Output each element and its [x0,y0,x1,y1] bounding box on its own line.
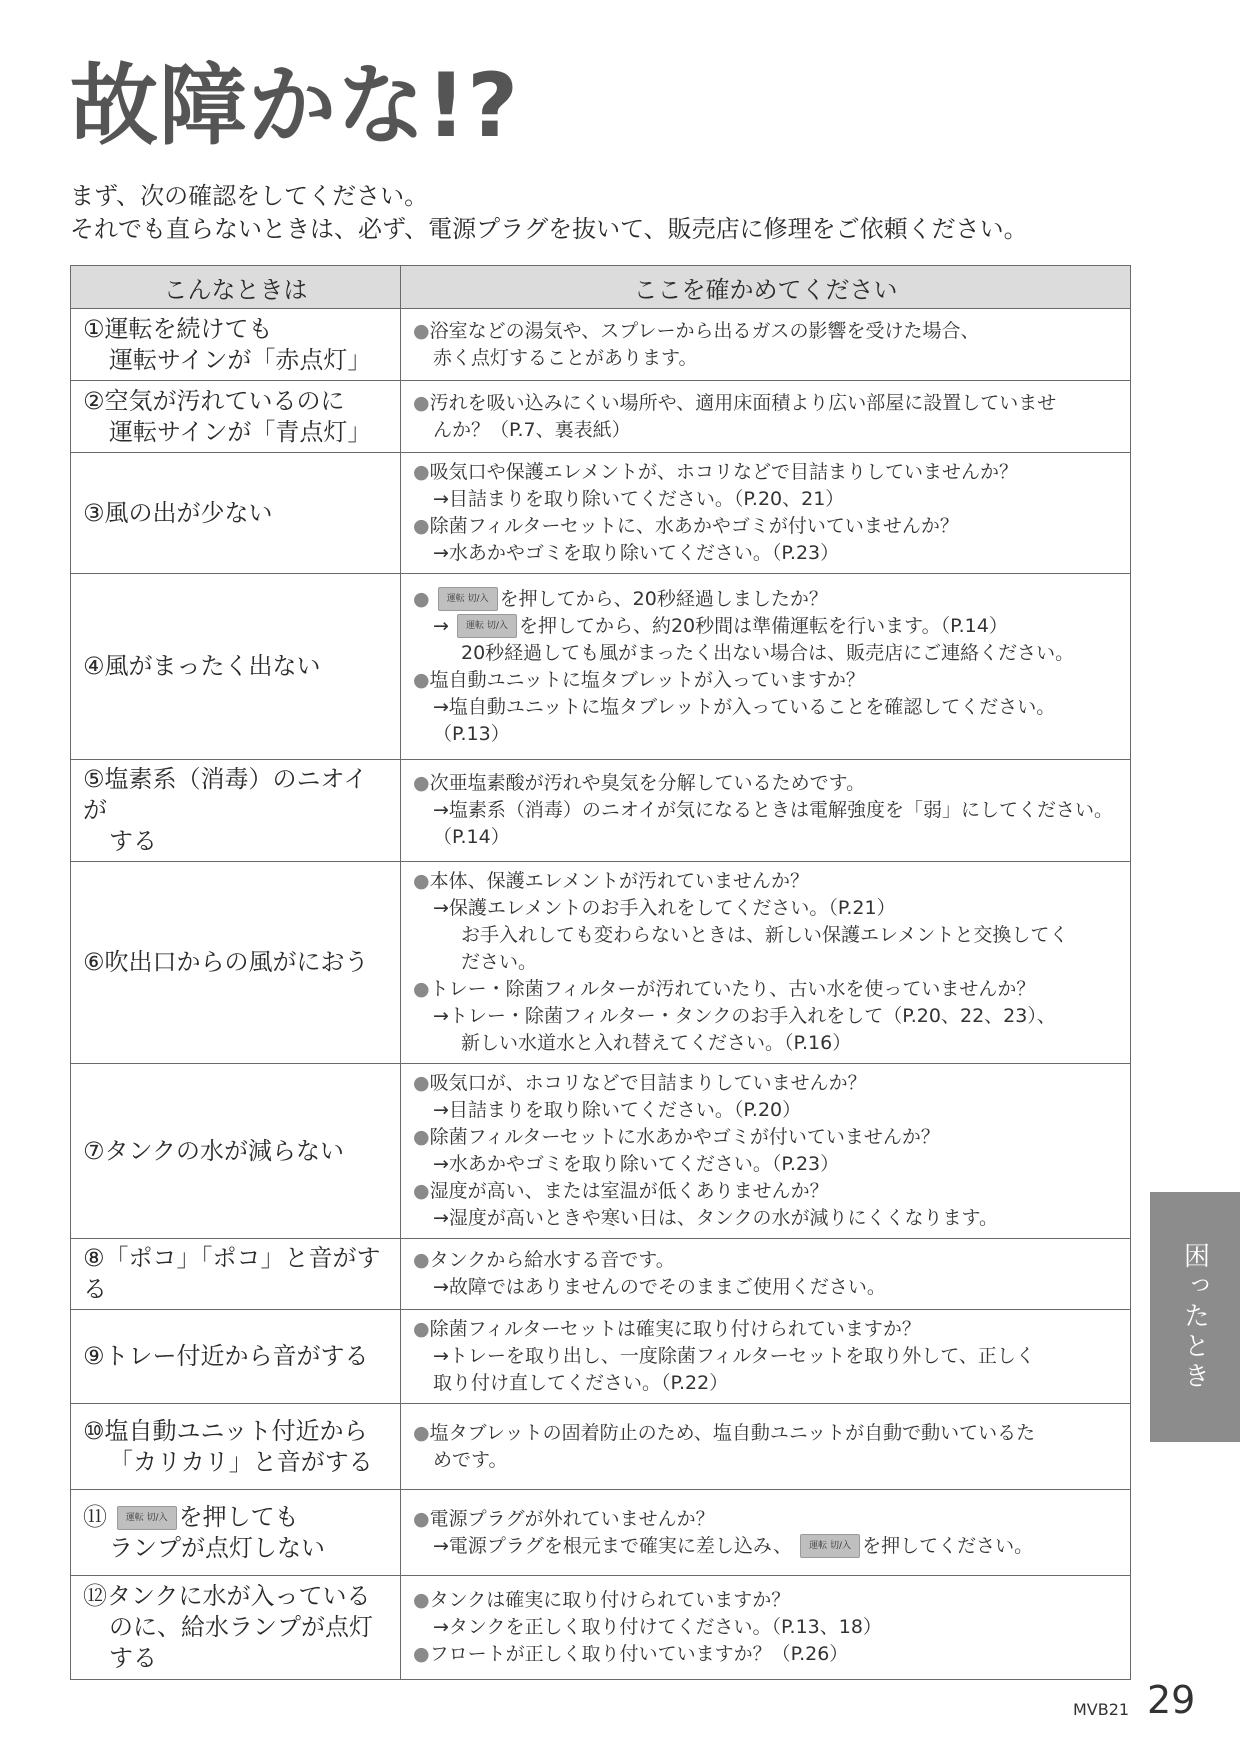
table-row [71,1310,1131,1404]
table-header-row [71,266,1131,309]
check-line: 赤く点灯することがあります。 [433,346,698,369]
symptom-line: ②空気が汚れているのに [83,386,345,415]
symptom-line: ⑪ [83,1502,107,1531]
check-line: 塩タブレットの固着防止のため、塩自動ユニットが自動で動いているた [429,1421,1036,1444]
check-line: →トレー・除菌フィルター・タンクのお手入れをして（P.20、22、23）、 [433,1005,1056,1027]
operation-button-icon: 運転 切/入 [800,1534,860,1558]
symptom-line: 運転サインが「赤点灯」 [109,345,372,374]
check-line: →保護エレメントのお手入れをしてください。（P.21） [433,897,896,919]
check-line: 汚れを吸い込みにくい場所や、適用床面積より広い部屋に設置していませ [429,391,1057,414]
symptom-cell [71,1490,401,1576]
check-cell [401,1064,1131,1239]
check-line: 電源プラグが外れていませんか？ [429,1507,715,1530]
check-line: →目詰まりを取り除いてください。（P.20） [433,1099,802,1121]
bullet-icon: ● [413,1180,430,1202]
check-line: →水あかやゴミを取り除いてください。（P.23） [433,1153,840,1175]
symptom-cell [71,862,401,1064]
symptom-line: ⑨トレー付近から音がする [83,1342,369,1370]
check-cell [401,453,1131,574]
bullet-icon: ● [413,772,430,794]
intro-text [70,180,1028,246]
header-symptom: こんなときは [71,266,401,309]
check-line: を押してください。 [862,1534,1034,1557]
check-line: 新しい水道水と入れ替えてください。（P.16） [461,1032,852,1054]
symptom-line: ⑩塩自動ユニット付近から [83,1416,368,1445]
symptom-line: 「カリカリ」と音がする [109,1447,373,1476]
section-side-tab-label: 困ったとき [1179,1242,1210,1392]
header-check: ここを確かめてください [401,266,1131,309]
page-number: 29 [1147,1678,1196,1722]
symptom-cell [71,309,401,381]
check-line: →塩自動ユニットに塩タブレットが入っていることを確認してください。 [433,695,1056,718]
check-cell [401,1490,1131,1576]
symptom-cell [71,453,401,574]
bullet-icon: ● [413,1421,430,1444]
operation-button-icon: 運転 切/入 [117,1506,177,1530]
troubleshooting-table [70,265,1131,1680]
table-row [71,1239,1131,1310]
table-row [71,1490,1131,1576]
bullet-icon: ● [413,319,430,342]
symptom-line: のに、給水ランプが点灯 [109,1613,373,1641]
check-cell [401,760,1131,862]
operation-button-icon: 運転 切/入 [438,587,498,611]
bullet-icon: ● [413,978,430,1000]
check-line: 除菌フィルターセットに、水あかやゴミが付いていませんか？ [429,515,959,537]
model-number: MVB21 [1073,1700,1130,1719]
symptom-line: する [109,827,157,855]
check-line: 本体、保護エレメントが汚れていませんか？ [429,870,810,892]
check-cell [401,1404,1131,1490]
check-line: 湿度が高い、または室温が低くありませんか？ [429,1180,829,1202]
bullet-icon: ● [413,1249,430,1271]
arrow-icon: → [433,614,449,637]
table-row [71,1404,1131,1490]
symptom-line: ④風がまったく出ない [83,652,321,680]
bullet-icon: ● [413,1643,430,1665]
symptom-line: ⑫タンクに水が入っている [83,1582,371,1610]
check-line: 除菌フィルターセットは確実に取り付けられていますか？ [429,1318,921,1340]
check-line: を押してから、約20秒間は準備運転を行います。（P.14） [518,614,1008,637]
table-row [71,1576,1131,1680]
bullet-icon: ● [413,668,430,691]
table-row [71,453,1131,574]
symptom-cell [71,760,401,862]
table-row [71,1064,1131,1239]
check-line: トレー・除菌フィルターが汚れていたり、古い水を使っていませんか？ [429,978,1036,1000]
check-line: んか？（P.7、裏表紙） [433,418,631,441]
symptom-line: ランプが点灯しない [109,1533,325,1562]
check-cell [401,1239,1131,1310]
check-line: 塩自動ユニットに塩タブレットが入っていますか？ [429,668,865,691]
check-line: →タンクを正しく取り付けてください。（P.13、18） [433,1616,882,1638]
check-line: →トレーを取り出し、一度除菌フィルターセットを取り外して、正しく [433,1345,1035,1367]
check-line: タンクから給水する音です。 [429,1249,675,1271]
check-line: 次亜塩素酸が汚れや臭気を分解しているためです。 [429,772,866,794]
symptom-cell [71,1310,401,1404]
check-line: 20秒経過しても風がまったく出ない場合は、販売店にご連絡ください。 [461,641,1075,664]
bullet-icon: ● [413,870,430,892]
check-line: →塩素系（消毒）のニオイが気になるときは電解強度を「弱」にしてください。 [433,799,1113,821]
symptom-line: する [109,1644,157,1672]
symptom-line: ①運転を続けても [83,314,273,343]
check-line: →電源プラグを根元まで確実に差し込み、 [433,1534,793,1557]
symptom-line: ⑧「ポコ」「ポコ」と音がする [83,1244,381,1303]
check-line: ださい。 [461,951,538,973]
symptom-cell [71,574,401,760]
table-row [71,862,1131,1064]
check-cell [401,862,1131,1064]
check-line: 浴室などの湯気や、スプレーから出るガスの影響を受けた場合、 [429,319,980,342]
check-line: →湿度が高いときや寒い日は、タンクの水が減りにくくなります。 [433,1207,999,1229]
symptom-line: ⑦タンクの水が減らない [83,1136,345,1165]
table-row [71,574,1131,760]
intro-line-1: まず、次の確認をしてください。 [70,182,429,210]
section-side-tab [1150,1192,1240,1442]
bullet-icon: ● [413,1507,430,1530]
intro-line-2: それでも直らないときは、必ず、電源プラグを抜いて、販売店に修理をご依頼ください。 [70,215,1028,243]
bullet-icon: ● [413,587,430,610]
symptom-cell [71,1064,401,1239]
check-cell [401,574,1131,760]
bullet-icon: ● [413,1318,430,1340]
check-line: （P.13） [433,722,510,745]
bullet-icon: ● [413,515,430,537]
operation-button-icon: 運転 切/入 [457,614,517,638]
bullet-icon: ● [413,1072,430,1094]
symptom-line: を押しても [178,1502,299,1531]
check-line: →目詰まりを取り除いてください。（P.20、21） [433,488,845,510]
check-line: 除菌フィルターセットに水あかやゴミが付いていませんか？ [429,1126,940,1148]
check-cell [401,1576,1131,1680]
check-line: 吸気口が、ホコリなどで目詰まりしていませんか？ [429,1072,867,1094]
check-line: 吸気口や保護エレメントが、ホコリなどで目詰まりしていませんか？ [429,461,1019,483]
symptom-line: 運転サインが「青点灯」 [109,417,372,446]
check-line: （P.14） [433,826,510,848]
bullet-icon: ● [413,1126,430,1148]
table-row [71,309,1131,381]
check-line: タンクは確実に取り付けられていますか？ [429,1589,791,1611]
check-line: フロートが正しく取り付いていますか？（P.26） [429,1643,849,1665]
symptom-cell [71,1576,401,1680]
bullet-icon: ● [413,1589,430,1611]
symptom-cell [71,1239,401,1310]
check-line: 取り付け直してください。（P.22） [433,1372,729,1394]
check-line: →故障ではありませんのでそのままご使用ください。 [433,1276,886,1298]
symptom-line: ③風の出が少ない [83,498,273,527]
page-title: 故障かな!? [70,54,520,157]
symptom-line: ⑤塩素系（消毒）のニオイが [83,765,368,824]
check-line: めです。 [433,1448,508,1471]
check-line: を押してから、20秒経過しましたか？ [499,587,828,610]
symptom-line: ⑥吹出口からの風がにおう [83,948,369,976]
bullet-icon: ● [413,391,430,414]
check-line: お手入れしても変わらないときは、新しい保護エレメントと交換してく [461,924,1069,946]
table-row [71,381,1131,453]
symptom-cell [71,381,401,453]
symptom-cell [71,1404,401,1490]
check-line: →水あかやゴミを取り除いてください。（P.23） [433,542,840,564]
bullet-icon: ● [413,461,430,483]
table-row [71,760,1131,862]
check-cell [401,1310,1131,1404]
check-cell [401,381,1131,453]
check-cell [401,309,1131,381]
